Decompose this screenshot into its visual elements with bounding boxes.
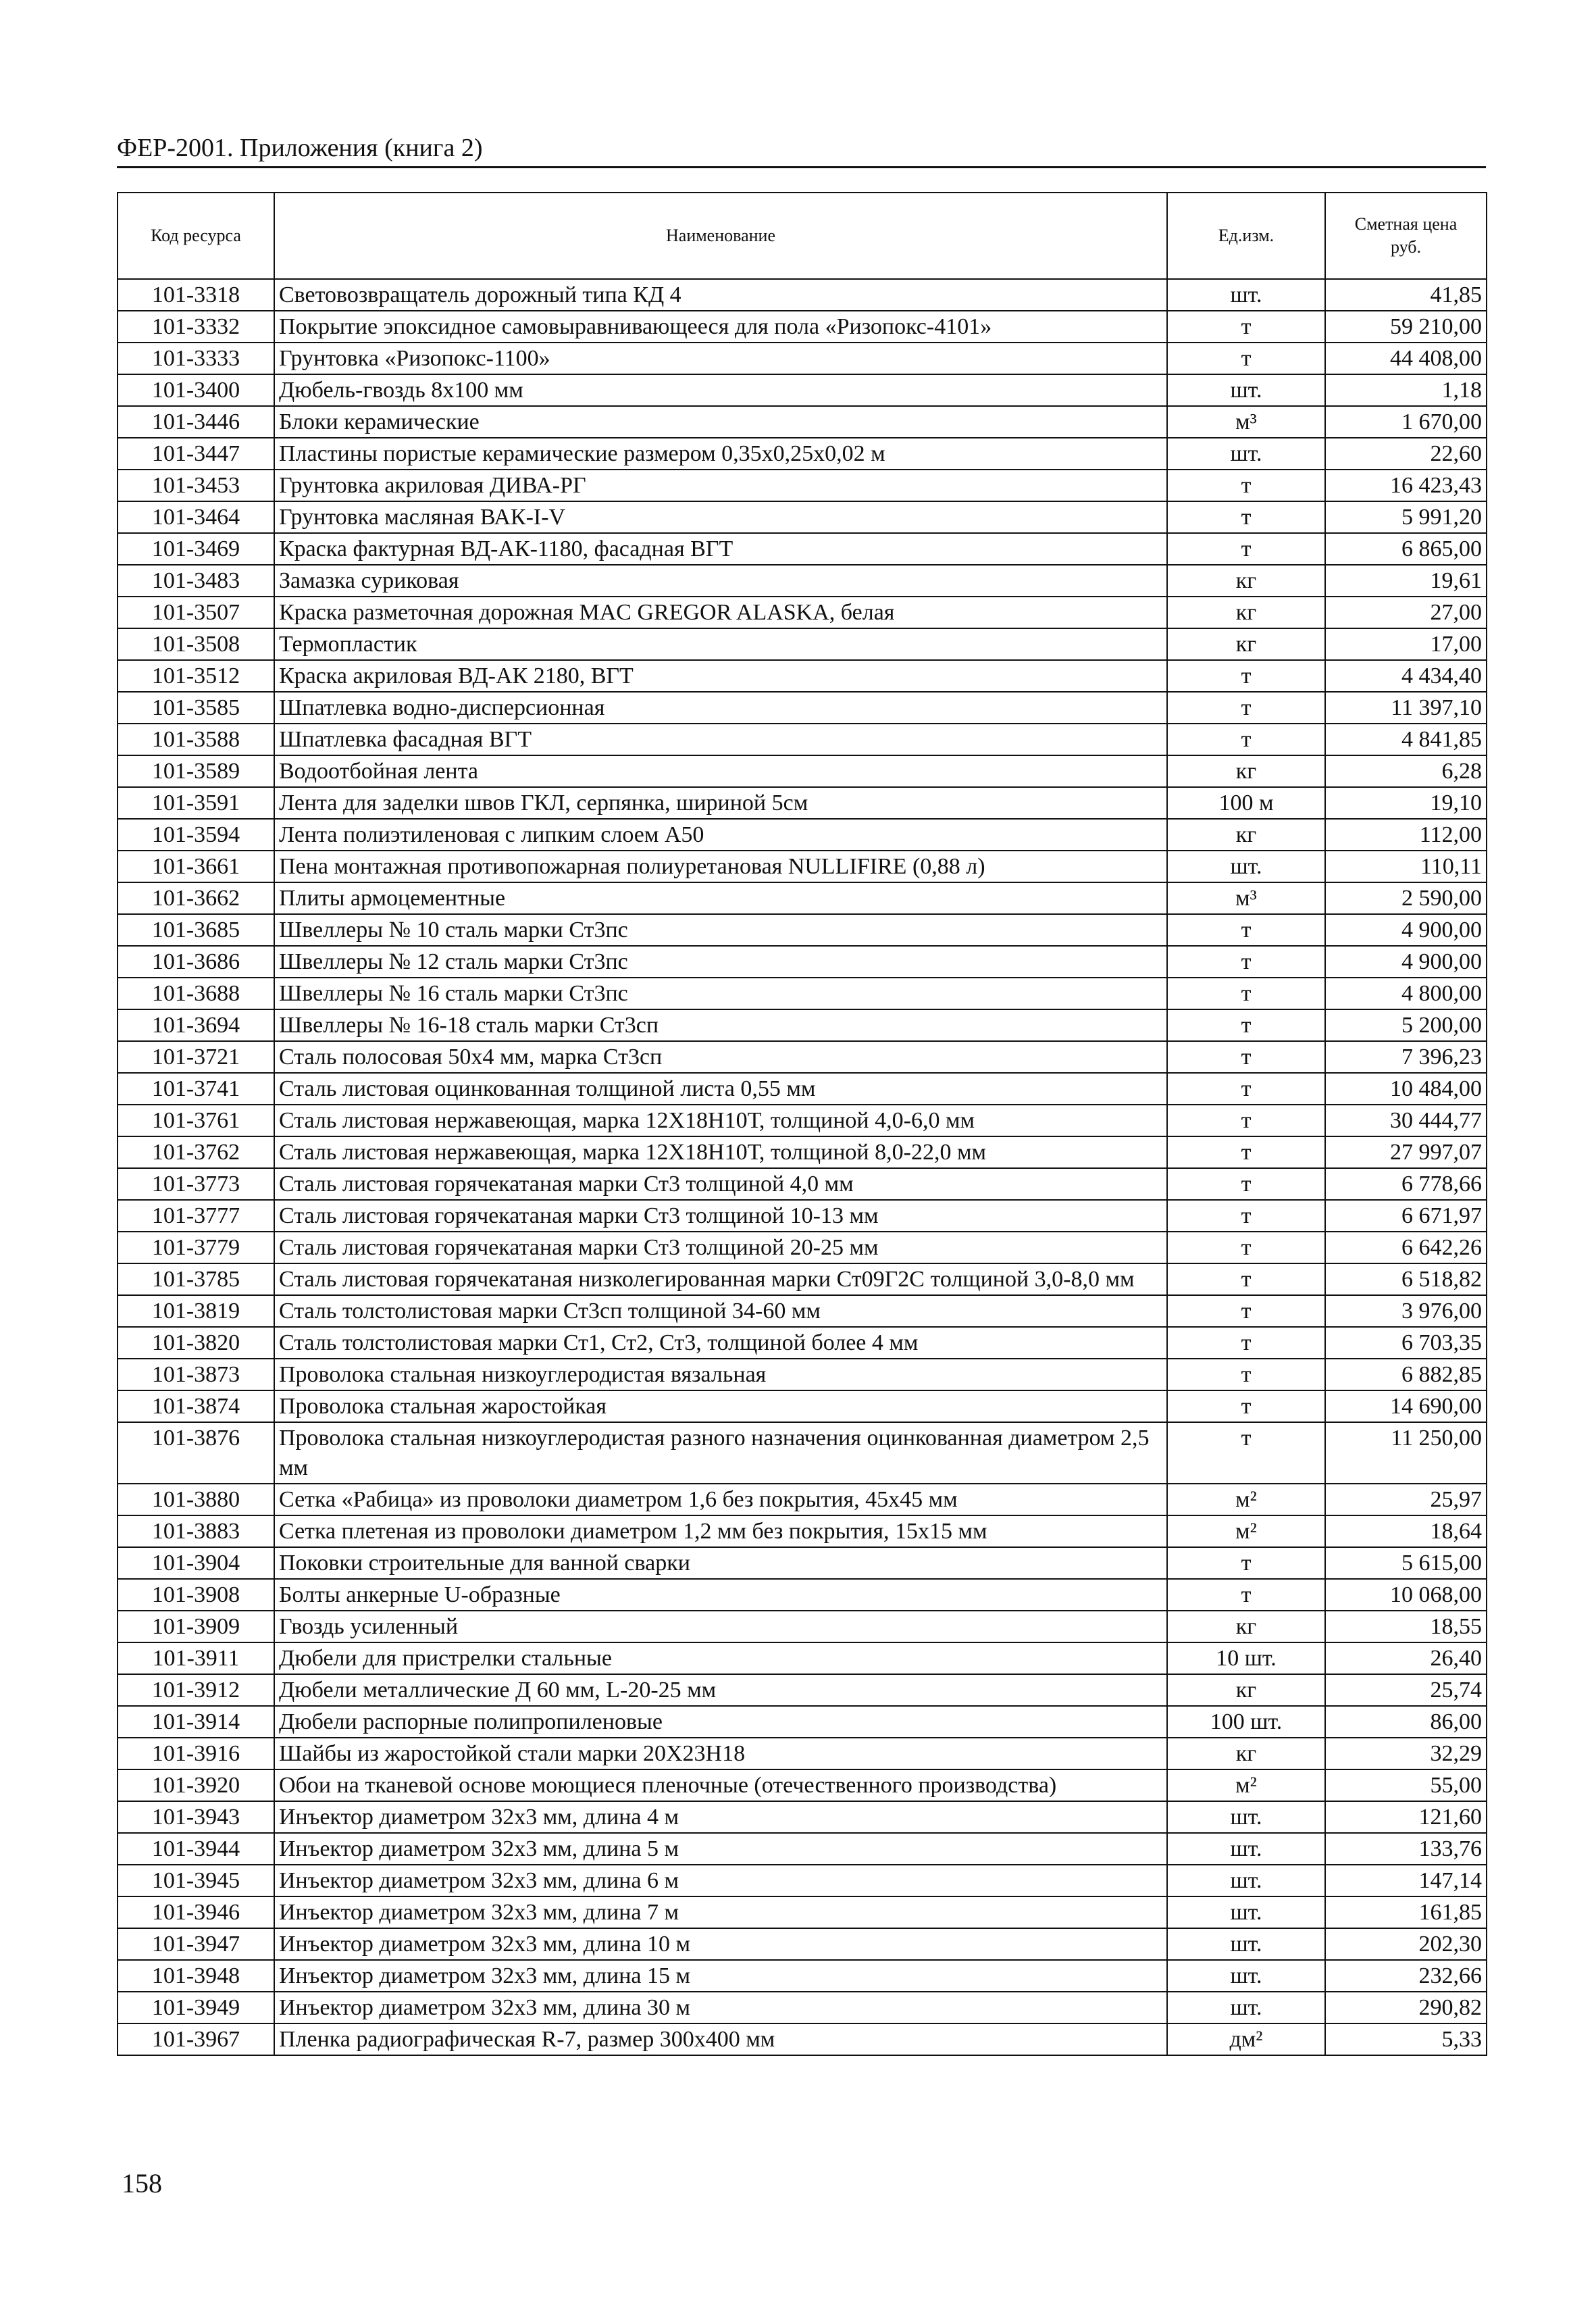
cell-unit: т [1167, 1422, 1325, 1484]
cell-price: 6 882,85 [1325, 1359, 1487, 1390]
cell-name: Швеллеры № 16-18 сталь марки Ст3сп [274, 1009, 1167, 1041]
cell-name: Замазка суриковая [274, 565, 1167, 597]
cell-unit: т [1167, 724, 1325, 755]
cell-name: Инъектор диаметром 32х3 мм, длина 10 м [274, 1928, 1167, 1960]
page-number: 158 [122, 2168, 162, 2198]
cell-code: 101-3741 [118, 1073, 274, 1105]
cell-name: Сталь листовая нержавеющая, марка 12Х18Н10Т, толщиной 4,0-6,0 мм [274, 1105, 1167, 1136]
cell-price: 27 997,07 [1325, 1136, 1487, 1168]
cell-unit: т [1167, 1232, 1325, 1263]
table-row [118, 1073, 1487, 1105]
cell-unit: шт. [1167, 1865, 1325, 1896]
cell-price: 10 068,00 [1325, 1579, 1487, 1611]
cell-unit: шт. [1167, 1896, 1325, 1928]
cell-price: 6 865,00 [1325, 533, 1487, 565]
cell-name: Сталь листовая горячекатаная марки Ст3 толщиной 10-13 мм [274, 1200, 1167, 1232]
cell-code: 101-3762 [118, 1136, 274, 1168]
cell-unit: шт. [1167, 1960, 1325, 1992]
table-row [118, 1801, 1487, 1833]
cell-price: 22,60 [1325, 438, 1487, 470]
cell-unit: т [1167, 1359, 1325, 1390]
column-header-code: Код ресурса [118, 193, 274, 279]
cell-code: 101-3507 [118, 597, 274, 628]
cell-name: Инъектор диаметром 32х3 мм, длина 6 м [274, 1865, 1167, 1896]
cell-price: 44 408,00 [1325, 343, 1487, 374]
cell-name: Гвоздь усиленный [274, 1611, 1167, 1642]
cell-code: 101-3908 [118, 1579, 274, 1611]
column-header-unit: Ед.изм. [1167, 193, 1325, 279]
resource-price-table [117, 192, 1487, 2056]
table-row [118, 787, 1487, 819]
cell-code: 101-3904 [118, 1547, 274, 1579]
table-row [118, 533, 1487, 565]
cell-code: 101-3920 [118, 1769, 274, 1801]
cell-code: 101-3944 [118, 1833, 274, 1865]
table-row [118, 1515, 1487, 1547]
cell-unit: дм² [1167, 2023, 1325, 2055]
cell-name: Краска акриловая ВД-АК 2180, ВГТ [274, 660, 1167, 692]
cell-unit: т [1167, 1168, 1325, 1200]
table-row [118, 2023, 1487, 2055]
cell-price: 4 434,40 [1325, 660, 1487, 692]
cell-price: 110,11 [1325, 851, 1487, 882]
cell-price: 6 642,26 [1325, 1232, 1487, 1263]
table-row [118, 1105, 1487, 1136]
cell-price: 6 778,66 [1325, 1168, 1487, 1200]
table-row [118, 978, 1487, 1009]
cell-code: 101-3512 [118, 660, 274, 692]
cell-price: 232,66 [1325, 1960, 1487, 1992]
table-row [118, 851, 1487, 882]
cell-price: 1 670,00 [1325, 406, 1487, 438]
table-row [118, 597, 1487, 628]
cell-unit: м² [1167, 1484, 1325, 1515]
table-row [118, 1327, 1487, 1359]
cell-price: 19,61 [1325, 565, 1487, 597]
cell-name: Краска фактурная ВД-АК-1180, фасадная ВГТ [274, 533, 1167, 565]
cell-price: 10 484,00 [1325, 1073, 1487, 1105]
column-header-price [1325, 193, 1487, 279]
table-row [118, 660, 1487, 692]
cell-price: 5 200,00 [1325, 1009, 1487, 1041]
cell-price: 290,82 [1325, 1992, 1487, 2023]
cell-name: Дюбели распорные полипропиленовые [274, 1706, 1167, 1738]
table-row [118, 882, 1487, 914]
cell-price: 121,60 [1325, 1801, 1487, 1833]
cell-name: Сталь листовая нержавеющая, марка 12Х18Н10Т, толщиной 8,0-22,0 мм [274, 1136, 1167, 1168]
cell-name: Пленка радиографическая R-7, размер 300х400 мм [274, 2023, 1167, 2055]
cell-name: Инъектор диаметром 32х3 мм, длина 15 м [274, 1960, 1167, 1992]
cell-unit: т [1167, 501, 1325, 533]
cell-code: 101-3914 [118, 1706, 274, 1738]
cell-price: 11 250,00 [1325, 1422, 1487, 1484]
cell-name: Грунтовка масляная ВАК-I-V [274, 501, 1167, 533]
table-row [118, 501, 1487, 533]
cell-price: 133,76 [1325, 1833, 1487, 1865]
cell-price: 6 518,82 [1325, 1263, 1487, 1295]
cell-name: Сталь толстолистовая марки Ст1, Ст2, Ст3, толщиной более 4 мм [274, 1327, 1167, 1359]
cell-name: Плиты армоцементные [274, 882, 1167, 914]
table-row [118, 1928, 1487, 1960]
table-row [118, 1738, 1487, 1769]
cell-code: 101-3400 [118, 374, 274, 406]
cell-name: Сталь листовая оцинкованная толщиной листа 0,55 мм [274, 1073, 1167, 1105]
cell-price: 55,00 [1325, 1769, 1487, 1801]
cell-unit: т [1167, 533, 1325, 565]
cell-price: 30 444,77 [1325, 1105, 1487, 1136]
cell-code: 101-3594 [118, 819, 274, 851]
cell-name: Инъектор диаметром 32х3 мм, длина 7 м [274, 1896, 1167, 1928]
cell-name: Проволока стальная жаростойкая [274, 1390, 1167, 1422]
table-row [118, 1041, 1487, 1073]
table-row [118, 1992, 1487, 2023]
cell-price: 18,64 [1325, 1515, 1487, 1547]
cell-unit: м³ [1167, 406, 1325, 438]
cell-price: 4 900,00 [1325, 946, 1487, 978]
cell-code: 101-3318 [118, 279, 274, 311]
cell-price: 17,00 [1325, 628, 1487, 660]
cell-unit: кг [1167, 755, 1325, 787]
cell-unit: т [1167, 1327, 1325, 1359]
cell-code: 101-3911 [118, 1642, 274, 1674]
cell-code: 101-3662 [118, 882, 274, 914]
cell-unit: кг [1167, 597, 1325, 628]
table-row [118, 724, 1487, 755]
cell-name: Световозвращатель дорожный типа КД 4 [274, 279, 1167, 311]
cell-name: Шпатлевка водно-дисперсионная [274, 692, 1167, 724]
cell-code: 101-3508 [118, 628, 274, 660]
cell-code: 101-3483 [118, 565, 274, 597]
cell-price: 19,10 [1325, 787, 1487, 819]
cell-code: 101-3947 [118, 1928, 274, 1960]
cell-price: 6 703,35 [1325, 1327, 1487, 1359]
cell-unit: т [1167, 470, 1325, 501]
cell-unit: т [1167, 1200, 1325, 1232]
cell-price: 16 423,43 [1325, 470, 1487, 501]
cell-unit: шт. [1167, 279, 1325, 311]
cell-code: 101-3874 [118, 1390, 274, 1422]
cell-price: 4 900,00 [1325, 914, 1487, 946]
table-row [118, 1422, 1487, 1484]
cell-price: 3 976,00 [1325, 1295, 1487, 1327]
cell-name: Швеллеры № 12 сталь марки Ст3пс [274, 946, 1167, 978]
table-row [118, 1232, 1487, 1263]
table-row [118, 1136, 1487, 1168]
cell-price: 32,29 [1325, 1738, 1487, 1769]
cell-name: Шайбы из жаростойкой стали марки 20Х23Н18 [274, 1738, 1167, 1769]
cell-price: 1,18 [1325, 374, 1487, 406]
cell-code: 101-3946 [118, 1896, 274, 1928]
cell-name: Сталь полосовая 50х4 мм, марка Ст3сп [274, 1041, 1167, 1073]
cell-code: 101-3912 [118, 1674, 274, 1706]
cell-name: Шпатлевка фасадная ВГТ [274, 724, 1167, 755]
table-row [118, 1611, 1487, 1642]
table-row [118, 1009, 1487, 1041]
cell-code: 101-3883 [118, 1515, 274, 1547]
cell-name: Швеллеры № 10 сталь марки Ст3пс [274, 914, 1167, 946]
cell-code: 101-3686 [118, 946, 274, 978]
cell-unit: 100 шт. [1167, 1706, 1325, 1738]
cell-name: Блоки керамические [274, 406, 1167, 438]
cell-price: 5,33 [1325, 2023, 1487, 2055]
table-header-row [118, 193, 1487, 279]
cell-price: 86,00 [1325, 1706, 1487, 1738]
cell-price: 25,97 [1325, 1484, 1487, 1515]
table-row [118, 1833, 1487, 1865]
cell-unit: т [1167, 660, 1325, 692]
cell-name: Болты анкерные U-образные [274, 1579, 1167, 1611]
cell-unit: т [1167, 1136, 1325, 1168]
cell-unit: кг [1167, 1738, 1325, 1769]
cell-unit: шт. [1167, 1928, 1325, 1960]
cell-code: 101-3585 [118, 692, 274, 724]
cell-unit: шт. [1167, 374, 1325, 406]
cell-code: 101-3332 [118, 311, 274, 343]
cell-unit: кг [1167, 819, 1325, 851]
page-header-title: ФЕР-2001. Приложения (книга 2) [117, 134, 483, 162]
table-row [118, 565, 1487, 597]
cell-name: Обои на тканевой основе моющиеся пленочные (отечественного производства) [274, 1769, 1167, 1801]
cell-price: 2 590,00 [1325, 882, 1487, 914]
cell-name: Проволока стальная низкоуглеродистая вязальная [274, 1359, 1167, 1390]
cell-code: 101-3447 [118, 438, 274, 470]
table-row [118, 1706, 1487, 1738]
page-header [117, 132, 1486, 168]
cell-code: 101-3685 [118, 914, 274, 946]
cell-unit: т [1167, 1547, 1325, 1579]
cell-unit: т [1167, 1263, 1325, 1295]
table-row [118, 1865, 1487, 1896]
cell-unit: м² [1167, 1515, 1325, 1547]
table-row [118, 628, 1487, 660]
cell-unit: т [1167, 1295, 1325, 1327]
cell-name: Дюбели металлические Д 60 мм, L-20-25 мм [274, 1674, 1167, 1706]
table-row [118, 406, 1487, 438]
table-row [118, 1263, 1487, 1295]
table-body [118, 279, 1487, 2055]
cell-price: 202,30 [1325, 1928, 1487, 1960]
cell-name: Сталь листовая горячекатаная марки Ст3 толщиной 20-25 мм [274, 1232, 1167, 1263]
cell-name: Пена монтажная противопожарная полиуретановая NULLIFIRE (0,88 л) [274, 851, 1167, 882]
table-row [118, 1200, 1487, 1232]
cell-unit: т [1167, 978, 1325, 1009]
table-row [118, 1674, 1487, 1706]
table-header [118, 193, 1487, 279]
cell-name: Лента для заделки швов ГКЛ, серпянка, шириной 5см [274, 787, 1167, 819]
cell-code: 101-3777 [118, 1200, 274, 1232]
cell-name: Сталь толстолистовая марки Ст3сп толщиной 34-60 мм [274, 1295, 1167, 1327]
cell-name: Проволока стальная низкоуглеродистая разного назначения оцинкованная диаметром 2,5 мм [274, 1422, 1167, 1484]
cell-unit: кг [1167, 565, 1325, 597]
cell-code: 101-3876 [118, 1422, 274, 1484]
cell-code: 101-3880 [118, 1484, 274, 1515]
cell-name: Краска разметочная дорожная MAC GREGOR ALASKA, белая [274, 597, 1167, 628]
cell-price: 4 800,00 [1325, 978, 1487, 1009]
cell-price: 14 690,00 [1325, 1390, 1487, 1422]
cell-code: 101-3588 [118, 724, 274, 755]
cell-price: 27,00 [1325, 597, 1487, 628]
cell-unit: 10 шт. [1167, 1642, 1325, 1674]
cell-code: 101-3820 [118, 1327, 274, 1359]
table-row [118, 819, 1487, 851]
cell-unit: т [1167, 1390, 1325, 1422]
cell-code: 101-3819 [118, 1295, 274, 1327]
cell-unit: м³ [1167, 882, 1325, 914]
cell-unit: т [1167, 946, 1325, 978]
cell-unit: кг [1167, 1674, 1325, 1706]
cell-name: Дюбели для пристрелки стальные [274, 1642, 1167, 1674]
cell-code: 101-3873 [118, 1359, 274, 1390]
table-row [118, 1390, 1487, 1422]
cell-code: 101-3688 [118, 978, 274, 1009]
cell-price: 5 615,00 [1325, 1547, 1487, 1579]
table-row [118, 1359, 1487, 1390]
table-row [118, 692, 1487, 724]
cell-name: Пластины пористые керамические размером 0,35х0,25х0,02 м [274, 438, 1167, 470]
cell-code: 101-3453 [118, 470, 274, 501]
cell-unit: м² [1167, 1769, 1325, 1801]
cell-code: 101-3773 [118, 1168, 274, 1200]
cell-name: Термопластик [274, 628, 1167, 660]
cell-unit: кг [1167, 628, 1325, 660]
cell-name: Покрытие эпоксидное самовыравнивающееся для пола «Ризопокс-4101» [274, 311, 1167, 343]
table-row [118, 1168, 1487, 1200]
cell-unit: т [1167, 1105, 1325, 1136]
cell-unit: т [1167, 311, 1325, 343]
table-row [118, 1960, 1487, 1992]
cell-price: 161,85 [1325, 1896, 1487, 1928]
cell-code: 101-3948 [118, 1960, 274, 1992]
cell-name: Грунтовка «Ризопокс-1100» [274, 343, 1167, 374]
cell-name: Водоотбойная лента [274, 755, 1167, 787]
cell-unit: шт. [1167, 1992, 1325, 2023]
cell-code: 101-3721 [118, 1041, 274, 1073]
table-row [118, 914, 1487, 946]
cell-code: 101-3464 [118, 501, 274, 533]
cell-name: Дюбель-гвоздь 8х100 мм [274, 374, 1167, 406]
cell-code: 101-3967 [118, 2023, 274, 2055]
table-row [118, 1547, 1487, 1579]
cell-code: 101-3779 [118, 1232, 274, 1263]
cell-unit: т [1167, 914, 1325, 946]
table-row [118, 343, 1487, 374]
cell-name: Сетка «Рабица» из проволоки диаметром 1,6 без покрытия, 45х45 мм [274, 1484, 1167, 1515]
cell-code: 101-3761 [118, 1105, 274, 1136]
cell-code: 101-3785 [118, 1263, 274, 1295]
column-header-name: Наименование [274, 193, 1167, 279]
cell-code: 101-3909 [118, 1611, 274, 1642]
cell-price: 7 396,23 [1325, 1041, 1487, 1073]
cell-code: 101-3661 [118, 851, 274, 882]
cell-code: 101-3446 [118, 406, 274, 438]
cell-name: Инъектор диаметром 32х3 мм, длина 5 м [274, 1833, 1167, 1865]
cell-price: 18,55 [1325, 1611, 1487, 1642]
cell-price: 112,00 [1325, 819, 1487, 851]
cell-name: Сетка плетеная из проволоки диаметром 1,2 мм без покрытия, 15х15 мм [274, 1515, 1167, 1547]
cell-unit: т [1167, 1579, 1325, 1611]
cell-price: 5 991,20 [1325, 501, 1487, 533]
cell-code: 101-3591 [118, 787, 274, 819]
table-row [118, 438, 1487, 470]
cell-unit: т [1167, 1009, 1325, 1041]
cell-code: 101-3469 [118, 533, 274, 565]
cell-price: 11 397,10 [1325, 692, 1487, 724]
cell-code: 101-3949 [118, 1992, 274, 2023]
table-row [118, 311, 1487, 343]
table-row [118, 1295, 1487, 1327]
table-row [118, 1896, 1487, 1928]
cell-name: Сталь листовая горячекатаная низколегированная марки Ст09Г2С толщиной 3,0-8,0 мм [274, 1263, 1167, 1295]
cell-unit: т [1167, 692, 1325, 724]
cell-code: 101-3945 [118, 1865, 274, 1896]
cell-unit: т [1167, 1041, 1325, 1073]
cell-name: Лента полиэтиленовая с липким слоем А50 [274, 819, 1167, 851]
cell-name: Инъектор диаметром 32х3 мм, длина 30 м [274, 1992, 1167, 2023]
table-row [118, 374, 1487, 406]
cell-unit: 100 м [1167, 787, 1325, 819]
column-header-price-label: Сметная цена руб. [1354, 214, 1458, 257]
cell-unit: шт. [1167, 851, 1325, 882]
cell-code: 101-3943 [118, 1801, 274, 1833]
cell-unit: шт. [1167, 438, 1325, 470]
cell-price: 59 210,00 [1325, 311, 1487, 343]
cell-unit: шт. [1167, 1833, 1325, 1865]
table-row [118, 755, 1487, 787]
table-row [118, 1579, 1487, 1611]
table-row [118, 470, 1487, 501]
cell-name: Швеллеры № 16 сталь марки Ст3пс [274, 978, 1167, 1009]
table-row [118, 279, 1487, 311]
cell-name: Грунтовка акриловая ДИВА-РГ [274, 470, 1167, 501]
cell-unit: кг [1167, 1611, 1325, 1642]
cell-name: Поковки строительные для ванной сварки [274, 1547, 1167, 1579]
cell-code: 101-3916 [118, 1738, 274, 1769]
cell-price: 6,28 [1325, 755, 1487, 787]
cell-price: 6 671,97 [1325, 1200, 1487, 1232]
cell-price: 25,74 [1325, 1674, 1487, 1706]
cell-name: Инъектор диаметром 32х3 мм, длина 4 м [274, 1801, 1167, 1833]
cell-code: 101-3589 [118, 755, 274, 787]
cell-unit: шт. [1167, 1801, 1325, 1833]
table-row [118, 1484, 1487, 1515]
cell-price: 4 841,85 [1325, 724, 1487, 755]
cell-code: 101-3694 [118, 1009, 274, 1041]
cell-price: 147,14 [1325, 1865, 1487, 1896]
table-row [118, 1642, 1487, 1674]
cell-price: 26,40 [1325, 1642, 1487, 1674]
table-row [118, 1769, 1487, 1801]
cell-unit: т [1167, 1073, 1325, 1105]
cell-price: 41,85 [1325, 279, 1487, 311]
table-row [118, 946, 1487, 978]
cell-name: Сталь листовая горячекатаная марки Ст3 толщиной 4,0 мм [274, 1168, 1167, 1200]
cell-unit: т [1167, 343, 1325, 374]
cell-code: 101-3333 [118, 343, 274, 374]
